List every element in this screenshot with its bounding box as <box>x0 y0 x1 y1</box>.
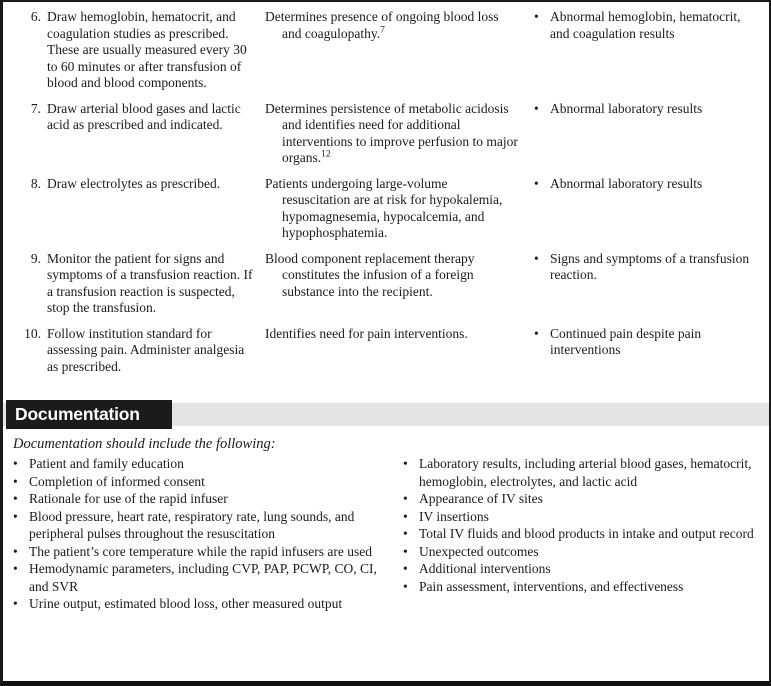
list-item <box>13 455 393 473</box>
list-item <box>13 508 393 543</box>
list-item-text: Additional interventions <box>419 561 551 576</box>
step-cell <box>15 9 255 92</box>
outcome-cell <box>528 326 761 376</box>
documentation-banner <box>3 400 769 429</box>
table-row <box>15 101 761 167</box>
section-title: Documentation <box>6 400 172 429</box>
list-item <box>13 490 393 508</box>
step-text: Follow institution standard for assessing pain. Administer analgesia as prescribed. <box>47 325 245 374</box>
documentation-list-left <box>13 455 393 613</box>
list-item <box>13 560 393 595</box>
step-text: Monitor the patient for signs and symptoms of a transfusion reaction. If a transfusion reaction is suspected, stop the transfusion. <box>47 250 253 315</box>
step-text: Draw hemoglobin, hematocrit, and coagulation studies as prescribed. These are usually measured every 30 to 60 minutes or after transfusion of blood and blood components. <box>47 9 247 90</box>
bullet-icon <box>13 508 29 543</box>
step-cell <box>15 326 255 376</box>
rationale-text: Determines presence of ongoing blood loss and coagulopathy. <box>265 9 499 41</box>
rationale-cell <box>265 101 518 167</box>
bullet-icon <box>403 560 419 578</box>
list-item-text: The patient’s core temperature while the rapid infusers are used <box>29 543 372 559</box>
rationale-cell <box>265 176 518 242</box>
outcome-text: Abnormal laboratory results <box>550 175 703 191</box>
rationale-cell <box>265 9 518 92</box>
bullet-icon <box>403 455 419 490</box>
list-item-text: Unexpected outcomes <box>419 543 539 559</box>
documentation-intro: Documentation should include the following: <box>13 436 276 452</box>
list-item-text: Urine output, estimated blood loss, other measured output <box>29 596 343 611</box>
bullet-icon <box>13 455 29 473</box>
step-number: 10. <box>24 325 41 341</box>
table-row <box>15 251 761 317</box>
list-item-text: Total IV fluids and blood products in intake and output record <box>419 526 754 541</box>
step-cell <box>15 101 255 167</box>
list-item-text: IV insertions <box>419 508 489 524</box>
procedure-table <box>3 2 769 375</box>
step-text: Draw arterial blood gases and lactic acid as prescribed and indicated. <box>47 100 241 132</box>
step-number: 6. <box>30 9 41 24</box>
step-text: Draw electrolytes as prescribed. <box>47 175 221 191</box>
step-number: 7. <box>30 100 41 116</box>
list-item-text: Hemodynamic parameters, including CVP, PAP, PCWP, CO, CI, and SVR <box>29 561 377 594</box>
outcome-cell <box>528 101 761 167</box>
list-item-text: Rationale for use of the rapid infuser <box>29 491 228 506</box>
list-item-text: Appearance of IV sites <box>419 491 543 506</box>
list-item <box>13 595 393 613</box>
outcome-cell <box>528 9 761 92</box>
rationale-cell <box>265 326 518 376</box>
outcome-text: Continued pain despite pain interventions <box>550 325 702 357</box>
rationale-text: Blood component replacement therapy constitutes the infusion of a foreign substance into the recipient. <box>265 250 475 299</box>
bullet-icon <box>403 508 419 526</box>
rationale-text: Identifies need for pain interventions. <box>265 325 468 341</box>
list-item <box>403 525 763 543</box>
bullet-icon <box>403 490 419 508</box>
list-item <box>403 543 763 561</box>
bullet-icon <box>534 101 550 167</box>
bullet-icon <box>534 326 550 376</box>
outcome-text: Abnormal hemoglobin, hematocrit, and coagulation results <box>550 9 741 41</box>
outcome-cell <box>528 251 761 317</box>
step-number: 9. <box>30 250 41 266</box>
outcome-text: Signs and symptoms of a transfusion reaction. <box>550 250 750 282</box>
rationale-cell <box>265 251 518 317</box>
list-item <box>403 560 763 578</box>
outcome-text: Abnormal laboratory results <box>550 100 703 116</box>
bullet-icon <box>13 595 29 613</box>
bullet-icon <box>13 543 29 561</box>
documentation-list-right <box>403 455 763 613</box>
list-item <box>403 508 763 526</box>
step-number: 8. <box>30 175 41 191</box>
bullet-icon <box>13 490 29 508</box>
list-item <box>13 473 393 491</box>
table-row <box>15 176 761 242</box>
rationale-text: Determines persistence of metabolic acidosis and identifies need for additional interventions to improve perfusion to major organs. <box>265 100 518 165</box>
list-item <box>13 543 393 561</box>
reference-superscript: 12 <box>321 149 331 160</box>
list-item-text: Completion of informed consent <box>29 473 205 489</box>
step-cell <box>15 176 255 242</box>
bullet-icon <box>534 176 550 242</box>
bullet-icon <box>403 543 419 561</box>
reference-superscript: 7 <box>380 25 385 35</box>
bullet-icon <box>403 578 419 596</box>
bullet-icon <box>534 9 550 92</box>
table-row <box>15 326 761 376</box>
list-item <box>403 578 763 596</box>
outcome-cell <box>528 176 761 242</box>
bullet-icon <box>534 251 550 317</box>
list-item-text: Patient and family education <box>29 456 184 471</box>
rationale-text: Patients undergoing large-volume resuscitation are at risk for hypokalemia, hypomagnesemia, hypocalcemia, and hypophosphatemia. <box>265 175 503 240</box>
list-item-text: Laboratory results, including arterial blood gases, hematocrit, hemoglobin, electrolytes, and lactic acid <box>419 456 752 489</box>
list-item-text: Pain assessment, interventions, and effectiveness <box>419 578 684 594</box>
bullet-icon <box>13 560 29 595</box>
bullet-icon <box>403 525 419 543</box>
step-cell <box>15 251 255 317</box>
list-item-text: Blood pressure, heart rate, respiratory rate, lung sounds, and peripheral pulses throughout the resuscitation <box>29 508 355 541</box>
list-item <box>403 455 763 490</box>
bullet-icon <box>13 473 29 491</box>
documentation-columns <box>3 455 769 613</box>
list-item <box>403 490 763 508</box>
table-row <box>15 9 761 92</box>
